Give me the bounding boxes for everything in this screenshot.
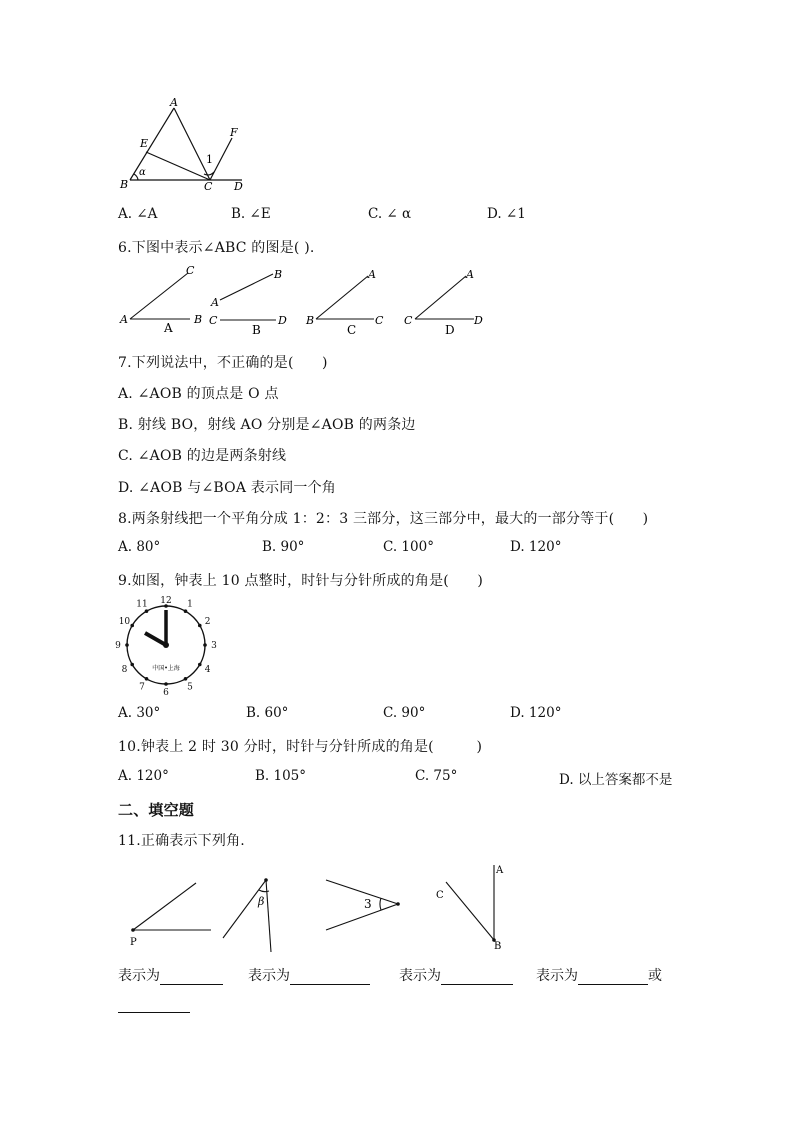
fig5-label-C: C (204, 180, 213, 193)
q11-fig2-beta: β (258, 895, 265, 908)
fig6d-caption: D (445, 323, 455, 337)
clock-hour-dot (130, 663, 134, 667)
q8-option-b: B. 90° (262, 539, 305, 555)
q11-answer-4 (536, 965, 662, 985)
q9-clock-figure (115, 594, 218, 698)
fig5-label-1: 1 (206, 153, 213, 166)
clock-hour-dot (130, 624, 134, 628)
q7-option-c: C. ∠AOB 的边是两条射线 (118, 448, 287, 464)
answer-blank[interactable] (160, 970, 223, 985)
q11-fig4-A: A (496, 865, 504, 876)
answer-prefix: 表示为 (118, 968, 160, 984)
q8-option-a: A. 80° (118, 539, 161, 555)
answer-prefix: 表示为 (248, 968, 290, 984)
q10-option-b: B. 105° (255, 768, 307, 784)
q11-fig4-B: B (494, 941, 502, 952)
q7-option-d: D. ∠AOB 与∠BOA 表示同一个角 (118, 480, 336, 496)
q9-option-c: C. 90° (383, 705, 426, 721)
q8-stem: 8.两条射线把一个平角分成 1：2：3 三部分，这三部分中，最大的一部分等于( ) (118, 511, 649, 527)
clock-number: 12 (160, 596, 172, 606)
fig6c-C: C (375, 314, 384, 327)
clock-hour-dot (145, 609, 149, 613)
q10-option-c: C. 75° (415, 768, 458, 784)
q9-option-a: A. 30° (118, 705, 161, 721)
answer-blank[interactable] (290, 970, 370, 985)
q5-option-d: D. ∠1 (487, 206, 526, 222)
clock-hour-dot (184, 609, 188, 613)
clock-number: 4 (204, 665, 211, 675)
fig5-label-F: F (230, 126, 238, 139)
answer-or: 或 (648, 968, 662, 984)
q5-option-b: B. ∠E (231, 206, 271, 222)
answer-blank[interactable] (118, 998, 190, 1013)
fig6d-D: D (474, 314, 483, 327)
fig6b-B: B (274, 268, 283, 281)
fig5-label-E: E (140, 137, 149, 150)
fig5-label-B: B (120, 178, 129, 191)
clock-number: 7 (139, 682, 145, 693)
q5-option-a: A. ∠A (118, 206, 158, 222)
q7-stem: 7.下列说法中，不正确的是( ) (118, 355, 328, 371)
q10-option-d: D. 以上答案都不是 (559, 772, 673, 788)
q5-figure (118, 96, 258, 196)
q11-figures (118, 860, 518, 952)
clock-hour-dot (164, 682, 168, 686)
fig6c-caption: C (347, 323, 357, 337)
clock-number: 10 (118, 617, 131, 627)
clock-hour-dot (184, 677, 188, 681)
q11-answer-4-alt (118, 997, 190, 1013)
fig6a-A: A (120, 313, 128, 326)
fig6b-A: A (211, 296, 219, 309)
q9-option-d: D. 120° (510, 705, 562, 721)
fig6c-A: A (368, 268, 376, 281)
answer-blank[interactable] (578, 970, 648, 985)
fig5-label-A: A (170, 96, 178, 109)
section-title-fill-in: 二、填空题 (118, 801, 195, 819)
fig5-label-D: D (234, 180, 243, 193)
clock-number: 11 (136, 599, 148, 610)
fig5-label-alpha: α (139, 167, 146, 178)
q8-option-c: C. 100° (383, 539, 434, 555)
clock-hour-dot (145, 677, 149, 681)
clock-number: 6 (163, 688, 169, 698)
answer-blank[interactable] (441, 970, 513, 985)
q11-answer-1 (118, 965, 223, 985)
q7-option-b: B. 射线 BO，射线 AO 分别是∠AOB 的两条边 (118, 417, 416, 433)
clock-number: 1 (187, 599, 193, 610)
answer-prefix: 表示为 (399, 968, 441, 984)
fig6a-B: B (194, 313, 203, 326)
clock-hour-dot (198, 624, 202, 628)
clock-hour-dot (198, 663, 202, 667)
q9-option-b: B. 60° (246, 705, 289, 721)
q10-stem: 10.钟表上 2 时 30 分时，时针与分针所成的角是( ) (118, 739, 483, 755)
q6-stem: 6.下图中表示∠ABC 的图是( ). (118, 240, 315, 256)
q9-stem: 9.如图，钟表上 10 点整时，时针与分针所成的角是( ) (118, 573, 483, 589)
q10-option-a: A. 120° (118, 768, 169, 784)
clock-hour-dot (203, 643, 207, 647)
q8-option-d: D. 120° (510, 539, 562, 555)
clock-number: 9 (115, 641, 121, 651)
q7-option-a: A. ∠AOB 的顶点是 O 点 (118, 386, 279, 402)
clock-number: 8 (121, 665, 128, 675)
clock-number: 2 (204, 617, 211, 627)
fig6a-caption: A (164, 321, 173, 335)
q11-stem: 11.正确表示下列角. (118, 833, 245, 849)
fig6b-caption: B (252, 323, 261, 337)
clock-hour-hand (145, 633, 166, 645)
fig6b-C: C (209, 314, 218, 327)
clock-number: 5 (187, 682, 193, 693)
fig6c-B: B (306, 314, 315, 327)
clock-number: 3 (211, 641, 217, 651)
clock-hour-dot (125, 643, 129, 647)
q11-fig1-P: P (130, 937, 137, 948)
answer-prefix: 表示为 (536, 968, 578, 984)
fig6d-C: C (404, 314, 413, 327)
q11-fig3-3: 3 (364, 897, 372, 911)
q6-figures (118, 262, 498, 338)
fig6d-A: A (466, 268, 474, 281)
q11-answer-3 (399, 965, 513, 985)
q11-answer-2 (248, 965, 370, 985)
fig6a-C: C (186, 264, 195, 277)
clock-brand: 中国•上海 (152, 665, 180, 672)
fig6b-D: D (278, 314, 287, 327)
q5-option-c: C. ∠ α (368, 206, 412, 222)
q11-fig4-C: C (436, 890, 444, 901)
